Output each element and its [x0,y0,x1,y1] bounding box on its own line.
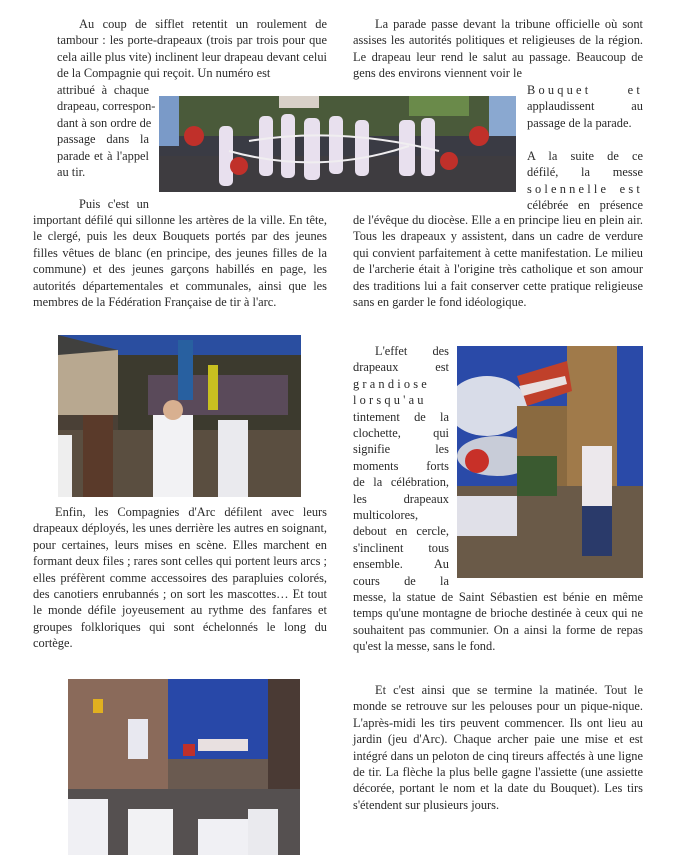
text-line: clochette, qui [353,426,449,441]
text-line: multicolores, [353,508,419,523]
photo-girls-in-white-with-ribbons [159,96,516,192]
paragraph-text: Enfin, les Compagnies d'Arc défilent avec leurs drapeaux déployés, les unes derrière les autres en soignant, pour certaines, leurs mises en scène. Elles marchent en formant deux files ; rares sont celles qui portent leurs arcs ; elles préfèrent comme accessoires des parapluies colorés, des canotiers enrubannés ; on sort les mascottes… Et tout le monde défile joyeusement au rythme des fanfares et groupes folkloriques qui sont échelonnés le long du cortège. [33,505,327,651]
photo-flag-bearers-cathedral [457,346,643,578]
text-line: grandiose [353,376,430,391]
left-para-1-wrap [57,82,156,180]
text-line: L'effet des [375,344,449,358]
text-line: drapeaux est [353,360,449,375]
text-line: drapeau, correspon- [57,99,156,114]
paragraph-text: La parade passe devant la tribune officielle où sont assises les autorités politiques et religieuses de la région. Le drapeau leur rend le salut au passage. Beaucoup de gens des environs viennent voir le [353,17,643,81]
text-line: s'inclinent tous [353,540,449,555]
text-line: passage dans la [57,132,149,147]
left-para-2-rest [33,212,327,310]
text-line: ensemble. Au [353,557,449,572]
photo-street-parade-banners [68,679,300,855]
paragraph-text: Au coup de sifflet retentit un roulement de tambour : les porte-drapeaux (trois par trois pour que cela aille plus vite) inclinent leur drapeau devant celui de la Compagnie qui reçoit. Un numéro est [57,17,327,81]
right-para-3-rest [353,589,643,655]
text-line: passage de la parade. [527,115,632,130]
text-line: solennelle est [527,181,643,196]
right-para-1-top [353,16,643,82]
text-line: de la célébration, [353,475,449,490]
text-line: applaudissent au [527,99,643,114]
text-line: Bouquet et [527,83,643,97]
text-line: célébrée en présence [527,198,643,213]
text-line: Puis c'est un [79,197,149,211]
right-para-2-rest [353,212,643,310]
right-para-3-wrap [353,343,449,589]
text-line: signifie les [353,442,449,457]
text-line: lorsqu'au [353,393,427,408]
paragraph-text: important défilé qui sillonne les artères de la ville. En tête, le clergé, puis les deux Bouquets portés par des jeunes filles vêtues de blanc (en principe, des jeunes filles de la commune) et des jeunes garçons habillés en page, les autorités départementales et communales, ainsi que les membres de la Fédération Française de tir à l'arc. [33,213,327,310]
right-para-1-wrap [527,82,643,131]
text-line: attribué à chaque [57,83,149,97]
paragraph-text: de l'évêque du diocèse. Elle a en principe lieu en plein air. Tous les drapeaux y assistent, dans un cadre de verdure qui convient parfaitement à cette manifestation. Le milieu de l'archerie était à l'origine très catholique et son amour des traditions lui a fait conserver cette pratique religieuse sans en garder le fond idéologique. [353,213,643,310]
paragraph-text: Et c'est ainsi que se termine la matinée. Tout le monde se retrouve sur les pelouses pour un pique-nique. L'après-midi les tirs peuvent commencer. Ils ont lieu au jardin (jeu d'Arc). Chaque archer paie une mise et est intégré dans un peloton de cinq tireurs affectés à une ligne de tir. La flèche la plus belle gagne l'assiette (une assiette décorée, portant le nom et la date du Bouquet). Les tirs s'étendent sur plusieurs jours. [353,683,643,812]
text-line: cours de la [353,573,449,588]
left-para-3 [33,504,327,652]
left-para-1-top [57,16,327,82]
left-para-2-first [57,196,149,212]
text-line: moments forts [353,458,449,473]
text-line: tintement de la [353,409,449,424]
paragraph-text: messe, la statue de Saint Sébastien est bénie en même temps qu'une montagne de brioche destinée à ceux qui ne souhaitent pas communier. On a ainsi la forme de repas qu'est la messe, sans le fond. [353,590,643,654]
right-para-4 [353,682,643,813]
text-line: au tir. [57,165,86,180]
text-line: debout en cercle, [353,524,449,539]
text-line: parade et à l'appel [57,148,149,163]
right-para-2-wrap [527,148,643,214]
text-line: les drapeaux [353,491,449,506]
text-line: A la suite de ce [527,149,643,163]
text-line: défilé, la messe [527,165,643,180]
text-line: dant à son ordre de [57,115,152,130]
photo-men-in-white-marching [58,335,301,497]
